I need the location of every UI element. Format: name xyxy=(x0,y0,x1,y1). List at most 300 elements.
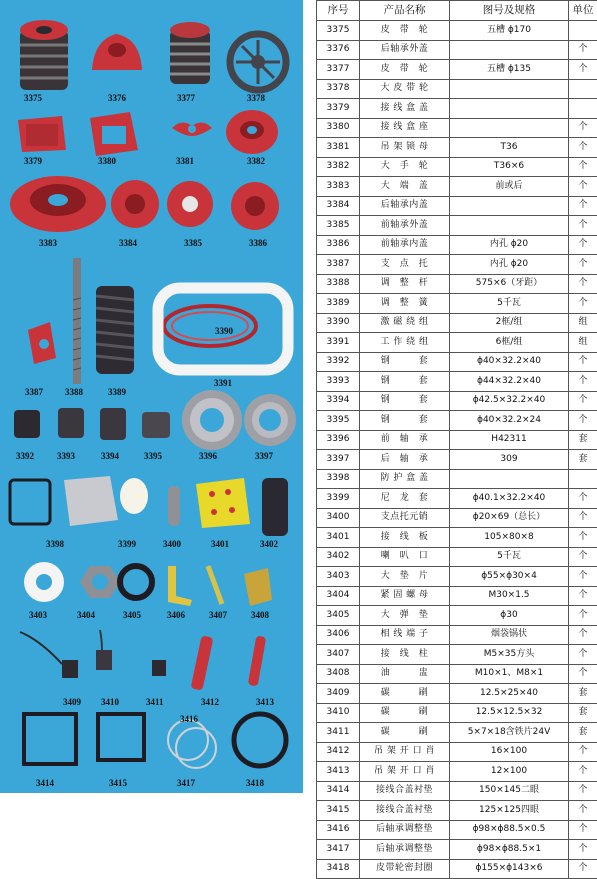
table-row xyxy=(317,352,597,372)
cell-number: 3393 xyxy=(317,372,360,392)
cell-name: 皮带轮密封圈 xyxy=(360,859,450,879)
cell-number: 3384 xyxy=(317,196,360,216)
table-row xyxy=(317,333,597,353)
cell-unit: 套 xyxy=(569,430,597,450)
part-label: 3376 xyxy=(108,93,127,103)
part-3383-end-cover xyxy=(10,176,106,232)
cell-spec: M30×1.5 xyxy=(450,586,569,606)
cell-unit: 个 xyxy=(569,801,597,821)
part-label: 3400 xyxy=(163,539,182,549)
cell-unit: 个 xyxy=(569,216,597,236)
table-row xyxy=(317,723,597,743)
part-3388-adjust-rod xyxy=(73,258,81,384)
cell-unit: 个 xyxy=(569,606,597,626)
cell-unit: 个 xyxy=(569,645,597,665)
cell-spec: 12.5×25×40 xyxy=(450,684,569,704)
part-3400-pin xyxy=(168,486,180,526)
table-row xyxy=(317,430,597,450)
table-row xyxy=(317,489,597,509)
cell-name: 前轴承外盖 xyxy=(360,216,450,236)
part-label: 3406 xyxy=(167,610,186,620)
part-3384-inner-cover xyxy=(111,180,159,228)
part-label: 3402 xyxy=(260,539,279,549)
cell-number: 3408 xyxy=(317,664,360,684)
cell-name: 油 盅 xyxy=(360,664,450,684)
cell-number: 3401 xyxy=(317,528,360,548)
table-row xyxy=(317,411,597,431)
cell-name: 前轴承内盖 xyxy=(360,235,450,255)
part-3406-terminal xyxy=(168,566,192,606)
part-label: 3390 xyxy=(215,326,234,336)
part-label: 3414 xyxy=(36,778,55,788)
cell-name: 钢 套 xyxy=(360,391,450,411)
table-row xyxy=(317,625,597,645)
column-header-unit: 单位 xyxy=(569,1,597,21)
cell-number: 3385 xyxy=(317,216,360,236)
cell-unit: 组 xyxy=(569,313,597,333)
part-label: 3407 xyxy=(209,610,228,620)
part-3405-spring-washer xyxy=(120,566,152,598)
cell-spec: 烟袋锅状 xyxy=(450,625,569,645)
table-row xyxy=(317,762,597,782)
cell-name: 碳 刷 xyxy=(360,703,450,723)
cell-spec xyxy=(450,216,569,236)
cell-number: 3396 xyxy=(317,430,360,450)
table-row xyxy=(317,840,597,860)
table-row xyxy=(317,196,597,216)
cell-spec: 575×6（牙距） xyxy=(450,274,569,294)
part-3409-3411-brushes xyxy=(20,630,166,678)
table-row xyxy=(317,157,597,177)
part-3408-oil-cup xyxy=(244,568,272,606)
cell-unit: 个 xyxy=(569,547,597,567)
cell-spec: 内孔 ϕ20 xyxy=(450,235,569,255)
cell-spec xyxy=(450,469,569,489)
cell-unit: 个 xyxy=(569,508,597,528)
cell-spec: 前或后 xyxy=(450,177,569,197)
part-label: 3388 xyxy=(65,387,84,397)
table-row xyxy=(317,60,597,80)
cell-unit: 个 xyxy=(569,274,597,294)
cell-unit: 个 xyxy=(569,157,597,177)
table-row xyxy=(317,294,597,314)
cell-number: 3412 xyxy=(317,742,360,762)
part-label: 3411 xyxy=(146,697,164,707)
part-label: 3408 xyxy=(251,610,270,620)
part-3387-support xyxy=(28,322,56,364)
table-row xyxy=(317,99,597,119)
cell-unit xyxy=(569,79,597,99)
cell-unit: 个 xyxy=(569,781,597,801)
cell-number: 3409 xyxy=(317,684,360,704)
cell-spec: ϕ55×ϕ30×4 xyxy=(450,567,569,587)
cell-name: 后轴承调整垫 xyxy=(360,840,450,860)
cell-unit: 个 xyxy=(569,372,597,392)
cell-unit: 个 xyxy=(569,762,597,782)
table-row xyxy=(317,703,597,723)
cell-unit: 个 xyxy=(569,742,597,762)
cell-name: 防 护 盒 盖 xyxy=(360,469,450,489)
table-row xyxy=(317,820,597,840)
cell-name: 大 弹 垫 xyxy=(360,606,450,626)
part-3418-seal xyxy=(234,714,286,766)
cell-number: 3388 xyxy=(317,274,360,294)
part-label: 3387 xyxy=(25,387,44,397)
cell-spec xyxy=(450,118,569,138)
column-header-spec: 图号及规格 xyxy=(450,1,569,21)
cell-unit: 个 xyxy=(569,138,597,158)
parts-photo-art xyxy=(0,0,303,793)
part-label: 3409 xyxy=(63,697,82,707)
part-3404-nut xyxy=(80,566,120,598)
part-label: 3377 xyxy=(177,93,196,103)
part-label: 3399 xyxy=(118,539,137,549)
table-row xyxy=(317,40,597,60)
cell-name: 吊 架 锁 母 xyxy=(360,138,450,158)
part-label: 3412 xyxy=(201,697,220,707)
table-row xyxy=(317,547,597,567)
part-label: 3384 xyxy=(119,238,138,248)
cell-spec: T36×6 xyxy=(450,157,569,177)
table-row xyxy=(317,606,597,626)
cell-name: 接 线 盒 座 xyxy=(360,118,450,138)
cell-name: 喇 叭 口 xyxy=(360,547,450,567)
table-row xyxy=(317,645,597,665)
cell-unit: 组 xyxy=(569,333,597,353)
part-3377-pulley xyxy=(170,22,210,84)
cell-number: 3407 xyxy=(317,645,360,665)
cell-unit: 套 xyxy=(569,703,597,723)
part-3378-big-pulley xyxy=(230,34,286,90)
part-label: 3393 xyxy=(57,451,76,461)
cell-spec: M5×35方头 xyxy=(450,645,569,665)
cell-name: 吊 架 开 口 肖 xyxy=(360,742,450,762)
cell-number: 3389 xyxy=(317,294,360,314)
part-label: 3394 xyxy=(101,451,120,461)
cell-name: 工 作 绕 组 xyxy=(360,333,450,353)
cell-name: 接线合盖衬垫 xyxy=(360,801,450,821)
cell-number: 3415 xyxy=(317,801,360,821)
cell-name: 皮 带 轮 xyxy=(360,21,450,41)
part-3397-bearing xyxy=(244,394,296,446)
cell-name: 大 皮 带 轮 xyxy=(360,79,450,99)
table-row xyxy=(317,742,597,762)
table-row xyxy=(317,138,597,158)
cell-number: 3383 xyxy=(317,177,360,197)
table-body xyxy=(317,21,597,879)
cell-unit: 套 xyxy=(569,450,597,470)
cell-spec: 12×100 xyxy=(450,762,569,782)
cell-unit: 个 xyxy=(569,586,597,606)
part-label: 3413 xyxy=(256,697,275,707)
cell-name: 大 端 盖 xyxy=(360,177,450,197)
cell-number: 3417 xyxy=(317,840,360,860)
cell-number: 3386 xyxy=(317,235,360,255)
cell-spec: ϕ42.5×32.2×40 xyxy=(450,391,569,411)
part-label: 3415 xyxy=(109,778,128,788)
part-3412-pin xyxy=(191,635,214,690)
table-row xyxy=(317,177,597,197)
part-3399-nylon-sleeve xyxy=(120,478,148,514)
table-row xyxy=(317,21,597,41)
part-label: 3392 xyxy=(16,451,35,461)
cell-spec: ϕ44×32.2×40 xyxy=(450,372,569,392)
cell-spec: 150×145二眼 xyxy=(450,781,569,801)
part-label: 3398 xyxy=(46,539,65,549)
table-row xyxy=(317,216,597,236)
cell-number: 3402 xyxy=(317,547,360,567)
column-header-name: 产品名称 xyxy=(360,1,450,21)
cell-unit: 个 xyxy=(569,294,597,314)
part-3376-cover xyxy=(92,34,142,70)
cell-spec: ϕ40×32.2×24 xyxy=(450,411,569,431)
table-row xyxy=(317,450,597,470)
table-row xyxy=(317,79,597,99)
part-3386-inner-cover xyxy=(231,182,279,230)
cell-unit xyxy=(569,21,597,41)
cell-number: 3416 xyxy=(317,820,360,840)
cell-number: 3405 xyxy=(317,606,360,626)
cell-spec xyxy=(450,79,569,99)
part-label: 3397 xyxy=(255,451,274,461)
cell-name: 支 点 托 xyxy=(360,255,450,275)
part-label: 3410 xyxy=(101,697,120,707)
cell-number: 3413 xyxy=(317,762,360,782)
cell-number: 3378 xyxy=(317,79,360,99)
part-label: 3401 xyxy=(211,539,230,549)
cell-name: 大 垫 片 xyxy=(360,567,450,587)
cell-number: 3380 xyxy=(317,118,360,138)
part-3407-post xyxy=(208,566,222,604)
part-label: 3385 xyxy=(184,238,203,248)
table-row xyxy=(317,235,597,255)
cell-unit: 个 xyxy=(569,118,597,138)
table-row xyxy=(317,372,597,392)
cell-unit: 个 xyxy=(569,567,597,587)
cell-spec: 105×80×8 xyxy=(450,528,569,548)
part-3403-washer xyxy=(24,562,64,602)
cell-unit: 个 xyxy=(569,820,597,840)
cell-number: 3377 xyxy=(317,60,360,80)
cell-number: 3391 xyxy=(317,333,360,353)
cell-spec: 2框/组 xyxy=(450,313,569,333)
cell-name: 钢 套 xyxy=(360,411,450,431)
cell-number: 3406 xyxy=(317,625,360,645)
cell-spec: T36 xyxy=(450,138,569,158)
cell-spec: 五槽 ϕ135 xyxy=(450,60,569,80)
part-label: 3386 xyxy=(249,238,268,248)
cell-unit xyxy=(569,99,597,119)
part-label: 3382 xyxy=(247,156,266,166)
part-label: 3381 xyxy=(176,156,195,166)
table-row xyxy=(317,528,597,548)
cell-spec: 5×7×18含铁片24V xyxy=(450,723,569,743)
part-3382-handwheel xyxy=(226,110,278,154)
cell-name: 尼 龙 套 xyxy=(360,489,450,509)
cell-unit xyxy=(569,469,597,489)
cell-name: 紧 固 螺 母 xyxy=(360,586,450,606)
part-3413-pin xyxy=(248,636,267,687)
cell-name: 后 轴 承 xyxy=(360,450,450,470)
part-label: 3417 xyxy=(177,778,196,788)
cell-number: 3387 xyxy=(317,255,360,275)
cell-spec: 16×100 xyxy=(450,742,569,762)
cell-unit: 个 xyxy=(569,528,597,548)
cell-unit: 套 xyxy=(569,723,597,743)
part-3390-coil xyxy=(164,306,256,346)
cell-spec: 6框/组 xyxy=(450,333,569,353)
cell-number: 3410 xyxy=(317,703,360,723)
cell-unit: 个 xyxy=(569,411,597,431)
part-3396-bearing xyxy=(182,390,242,450)
cell-spec xyxy=(450,40,569,60)
cell-name: 皮 带 轮 xyxy=(360,60,450,80)
cell-name: 激 磁 绕 组 xyxy=(360,313,450,333)
cell-name: 接线合盖衬垫 xyxy=(360,781,450,801)
cell-name: 调 整 簧 xyxy=(360,294,450,314)
part-3380-box-base xyxy=(90,112,138,156)
cell-spec: ϕ98×ϕ88.5×0.5 xyxy=(450,820,569,840)
cell-spec: H42311 xyxy=(450,430,569,450)
part-label: 3391 xyxy=(214,378,233,388)
part-3389-spring xyxy=(96,286,134,374)
cell-spec: ϕ20×69（总长） xyxy=(450,508,569,528)
cell-name: 后轴承调整垫 xyxy=(360,820,450,840)
cell-number: 3382 xyxy=(317,157,360,177)
table-row xyxy=(317,781,597,801)
cell-spec: ϕ40×32.2×40 xyxy=(450,352,569,372)
parts-table xyxy=(316,0,597,879)
table-row xyxy=(317,684,597,704)
cell-name: 支点托元销 xyxy=(360,508,450,528)
part-label: 3403 xyxy=(29,610,48,620)
cell-number: 3379 xyxy=(317,99,360,119)
cell-spec: M10×1、M8×1 xyxy=(450,664,569,684)
part-label: 3396 xyxy=(199,451,218,461)
cell-number: 3411 xyxy=(317,723,360,743)
table-row xyxy=(317,508,597,528)
cell-spec xyxy=(450,99,569,119)
cell-unit: 个 xyxy=(569,840,597,860)
part-3416-3417-rings xyxy=(168,720,216,768)
cell-spec: 125×125四眼 xyxy=(450,801,569,821)
cell-name: 大 手 轮 xyxy=(360,157,450,177)
part-label: 3379 xyxy=(24,156,43,166)
cell-number: 3375 xyxy=(317,21,360,41)
cell-number: 3418 xyxy=(317,859,360,879)
cell-number: 3403 xyxy=(317,567,360,587)
cell-number: 3404 xyxy=(317,586,360,606)
table-row xyxy=(317,118,597,138)
cell-unit: 套 xyxy=(569,684,597,704)
part-3392-3395-sleeves xyxy=(14,408,170,440)
table-row xyxy=(317,859,597,879)
cell-unit: 个 xyxy=(569,391,597,411)
cell-unit: 个 xyxy=(569,196,597,216)
cell-unit: 个 xyxy=(569,255,597,275)
cell-number: 3390 xyxy=(317,313,360,333)
cell-name: 吊 架 开 口 肖 xyxy=(360,762,450,782)
cell-number: 3414 xyxy=(317,781,360,801)
part-label: 3383 xyxy=(39,238,58,248)
cell-unit: 个 xyxy=(569,60,597,80)
cell-number: 3399 xyxy=(317,489,360,509)
cell-spec: ϕ30 xyxy=(450,606,569,626)
cell-name: 钢 套 xyxy=(360,352,450,372)
table-row xyxy=(317,255,597,275)
part-3401-terminal-board xyxy=(196,478,250,528)
cell-spec: ϕ155×ϕ143×6 xyxy=(450,859,569,879)
cell-name: 后轴承内盖 xyxy=(360,196,450,216)
cell-unit: 个 xyxy=(569,40,597,60)
table-row xyxy=(317,664,597,684)
cell-name: 前 轴 承 xyxy=(360,430,450,450)
part-3398-guard-lid xyxy=(10,476,118,526)
cell-name: 碳 刷 xyxy=(360,684,450,704)
cell-number: 3397 xyxy=(317,450,360,470)
cell-name: 后轴承外盖 xyxy=(360,40,450,60)
cell-unit: 个 xyxy=(569,352,597,372)
table-row xyxy=(317,586,597,606)
part-label: 3375 xyxy=(24,93,43,103)
table-header-row xyxy=(317,1,597,21)
cell-unit: 个 xyxy=(569,664,597,684)
cell-number: 3398 xyxy=(317,469,360,489)
column-header-number: 序号 xyxy=(317,1,360,21)
part-label: 3395 xyxy=(144,451,163,461)
part-3385-outer-cover xyxy=(167,181,213,227)
part-label: 3404 xyxy=(77,610,96,620)
table-row xyxy=(317,801,597,821)
cell-name: 接 线 板 xyxy=(360,528,450,548)
cell-spec: 五槽 ϕ170 xyxy=(450,21,569,41)
cell-number: 3376 xyxy=(317,40,360,60)
cell-number: 3395 xyxy=(317,411,360,431)
cell-spec: 309 xyxy=(450,450,569,470)
part-label: 3405 xyxy=(123,610,142,620)
cell-number: 3392 xyxy=(317,352,360,372)
cell-spec xyxy=(450,196,569,216)
cell-unit: 个 xyxy=(569,489,597,509)
cell-spec: ϕ40.1×32.2×40 xyxy=(450,489,569,509)
part-label: 3416 xyxy=(180,714,199,724)
cell-name: 调 整 杆 xyxy=(360,274,450,294)
table-row xyxy=(317,391,597,411)
cell-name: 接 线 柱 xyxy=(360,645,450,665)
parts-photo xyxy=(0,0,303,793)
table-row xyxy=(317,313,597,333)
table-row xyxy=(317,567,597,587)
part-3379-box-lid xyxy=(18,116,66,152)
cell-name: 钢 套 xyxy=(360,372,450,392)
part-label: 3418 xyxy=(246,778,265,788)
part-label: 3378 xyxy=(247,93,266,103)
cell-number: 3381 xyxy=(317,138,360,158)
part-3375-pulley xyxy=(20,20,68,90)
cell-number: 3400 xyxy=(317,508,360,528)
part-3402-bell-mouth xyxy=(262,478,288,536)
cell-spec: 5千瓦 xyxy=(450,294,569,314)
part-label: 3389 xyxy=(108,387,127,397)
part-3414-3415-gaskets xyxy=(24,714,144,764)
part-label: 3380 xyxy=(98,156,117,166)
cell-spec: ϕ98×ϕ88.5×1 xyxy=(450,840,569,860)
table-row xyxy=(317,469,597,489)
part-3381-nut xyxy=(172,122,212,136)
cell-name: 相 线 端 子 xyxy=(360,625,450,645)
cell-unit: 个 xyxy=(569,859,597,879)
cell-unit: 个 xyxy=(569,625,597,645)
